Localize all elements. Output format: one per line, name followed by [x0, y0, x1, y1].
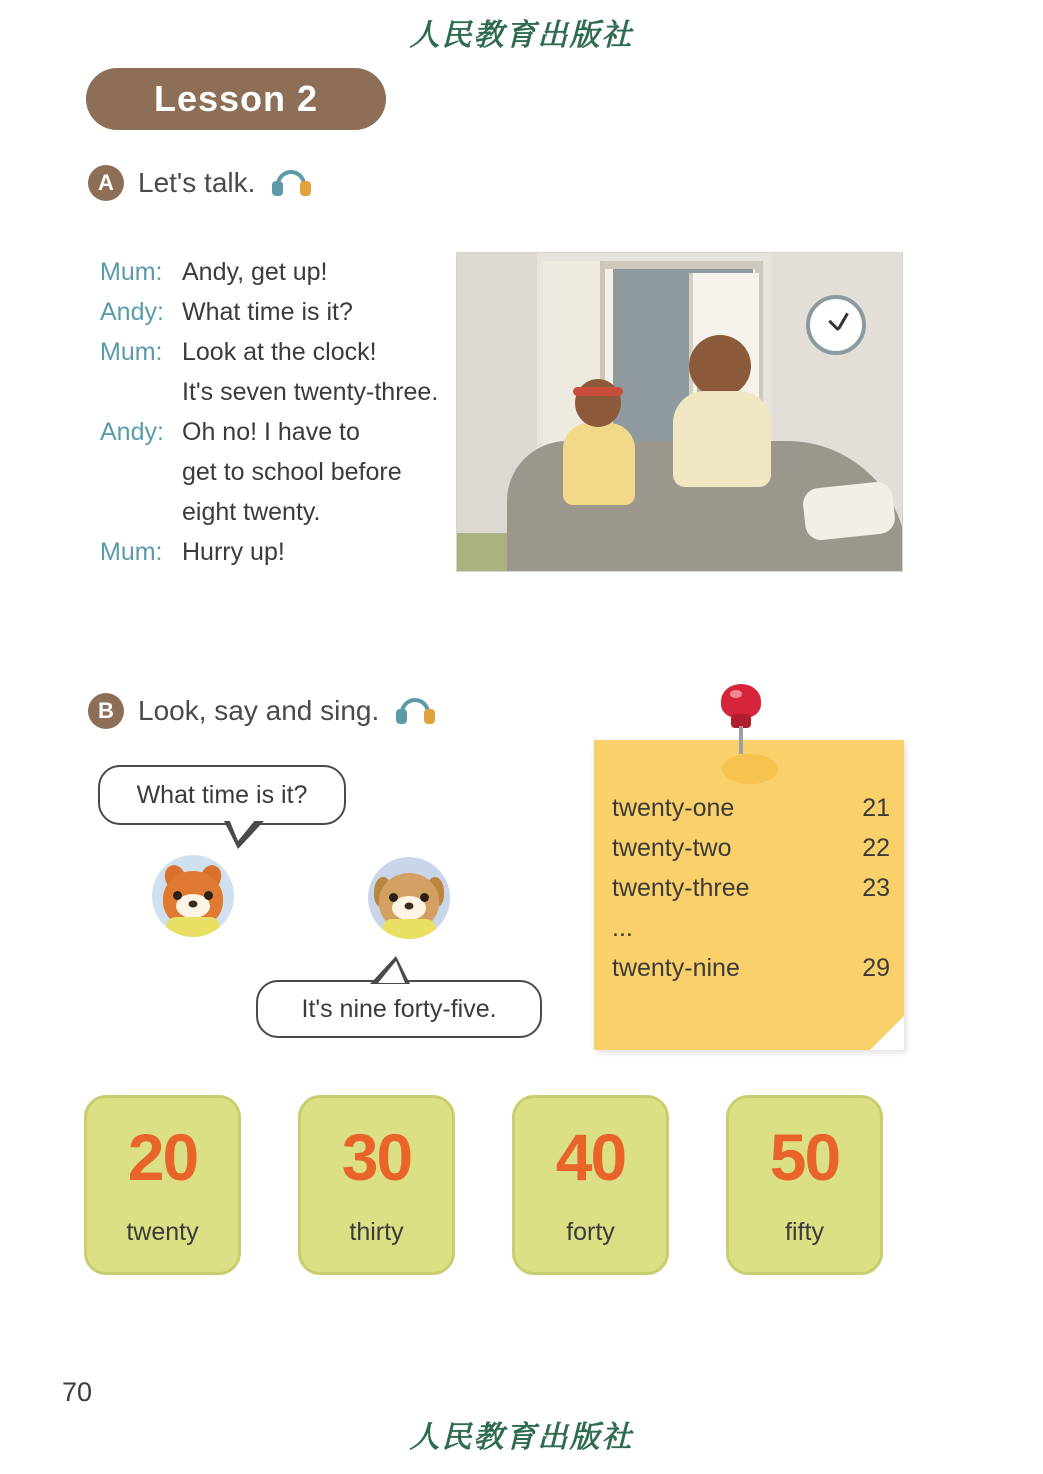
- number-card[interactable]: [298, 1095, 455, 1275]
- pin-needle: [739, 726, 743, 754]
- card-number: 20: [127, 1119, 198, 1194]
- dialogue-speaker: Mum:: [100, 538, 163, 566]
- card-number: 30: [341, 1119, 412, 1194]
- card-word: forty: [566, 1217, 615, 1246]
- lesson-banner: [86, 68, 386, 130]
- dog-avatar: [368, 857, 450, 939]
- headphones-cup-left: [396, 709, 407, 724]
- sticky-smudge: [722, 754, 778, 784]
- dialogue-text: get to school before: [182, 458, 402, 486]
- list-item: [612, 788, 890, 828]
- dialogue-speaker: Andy:: [100, 418, 164, 446]
- dialogue-line: [100, 252, 500, 292]
- character-mum: [575, 379, 635, 505]
- number-digits: 23: [862, 874, 890, 902]
- dialogue-speaker: [100, 372, 182, 412]
- fox-avatar: [152, 855, 234, 937]
- dialogue-speaker: Mum:: [100, 338, 163, 366]
- bubble-tail: [370, 956, 410, 984]
- card-number: 40: [555, 1119, 626, 1194]
- bubble-answer-text: It's nine forty-five.: [301, 994, 497, 1023]
- pillow: [802, 480, 897, 541]
- dog-nose: [405, 903, 414, 910]
- fox-shirt: [166, 917, 220, 937]
- dog-shirt: [382, 919, 436, 939]
- dialogue-text: Andy, get up!: [182, 258, 328, 286]
- fox-nose: [189, 901, 198, 908]
- card-word: fifty: [785, 1217, 824, 1246]
- number-digits: 21: [862, 794, 890, 822]
- dialogue-text: What time is it?: [182, 298, 353, 326]
- number-card[interactable]: [726, 1095, 883, 1275]
- number-word-list: [612, 788, 890, 988]
- section-title-b: Look, say and sing.: [138, 695, 380, 726]
- list-item: [612, 828, 890, 868]
- scene-illustration: [456, 252, 903, 572]
- number-word: twenty-two: [612, 834, 732, 862]
- card-number: 50: [769, 1119, 840, 1194]
- dog-eye-right: [420, 893, 429, 902]
- dialogue-text: eight twenty.: [182, 498, 321, 526]
- list-item: [612, 948, 890, 988]
- dialogue-speaker: [100, 492, 182, 532]
- number-word: ...: [612, 914, 633, 942]
- mum-head: [575, 379, 621, 427]
- dialogue-line: [100, 452, 500, 492]
- number-digits: 29: [862, 954, 890, 982]
- character-andy: [689, 335, 771, 487]
- pin-head: [721, 684, 761, 718]
- dialogue-speaker: Andy:: [100, 298, 164, 326]
- dialogue-speaker: [100, 452, 182, 492]
- bubble-tail: [224, 821, 264, 849]
- dialogue-block: [100, 252, 500, 572]
- dialogue-line: [100, 532, 500, 572]
- push-pin-icon: [715, 684, 767, 754]
- dialogue-text: Look at the clock!: [182, 338, 377, 366]
- number-word: twenty-nine: [612, 954, 740, 982]
- andy-head: [689, 335, 751, 397]
- list-item: [612, 868, 890, 908]
- lesson-title: Lesson 2: [153, 78, 319, 119]
- dialogue-text: It's seven twenty-three.: [182, 378, 439, 406]
- number-digits: [832, 908, 890, 948]
- headphones-icon-b[interactable]: [393, 696, 437, 726]
- section-header-a: [88, 165, 313, 201]
- section-title-a: Let's talk.: [138, 167, 256, 198]
- headphones-cup-left: [272, 181, 283, 196]
- number-card-row: [84, 1095, 883, 1275]
- page-number: 70: [62, 1377, 93, 1407]
- number-word: twenty-one: [612, 794, 735, 822]
- list-item: [612, 908, 890, 948]
- card-word: thirty: [349, 1217, 404, 1246]
- section-header-b: [88, 693, 437, 729]
- dialogue-text: Oh no! I have to: [182, 418, 360, 446]
- wall-clock-icon: [806, 295, 866, 355]
- speech-bubble-question: [98, 765, 346, 825]
- number-digits: 22: [862, 834, 890, 862]
- andy-body: [673, 391, 771, 487]
- dialogue-line: [100, 332, 500, 372]
- dialogue-line: [100, 412, 500, 452]
- section-badge-b: B: [88, 693, 124, 729]
- fox-eye-right: [204, 891, 213, 900]
- number-card[interactable]: [84, 1095, 241, 1275]
- publisher-mark-bottom: 人民教育出版社: [409, 1421, 634, 1454]
- headphones-cup-right: [300, 181, 311, 196]
- mum-body: [563, 423, 635, 505]
- dialogue-text: Hurry up!: [182, 538, 285, 566]
- speech-bubble-answer: [256, 980, 542, 1038]
- card-word: twenty: [126, 1217, 199, 1246]
- number-card[interactable]: [512, 1095, 669, 1275]
- headphones-cup-right: [424, 709, 435, 724]
- mum-headband: [573, 387, 623, 396]
- sticky-note: [594, 740, 904, 1050]
- bubble-question-text: What time is it?: [136, 780, 308, 809]
- headphones-icon-a[interactable]: [269, 168, 313, 198]
- dialogue-line: [100, 372, 500, 412]
- dialogue-speaker: Mum:: [100, 258, 163, 286]
- section-badge-a: A: [88, 165, 124, 201]
- number-word: twenty-three: [612, 874, 750, 902]
- dialogue-line: [100, 292, 500, 332]
- publisher-mark-top: 人民教育出版社: [409, 19, 634, 52]
- dialogue-line: [100, 492, 500, 532]
